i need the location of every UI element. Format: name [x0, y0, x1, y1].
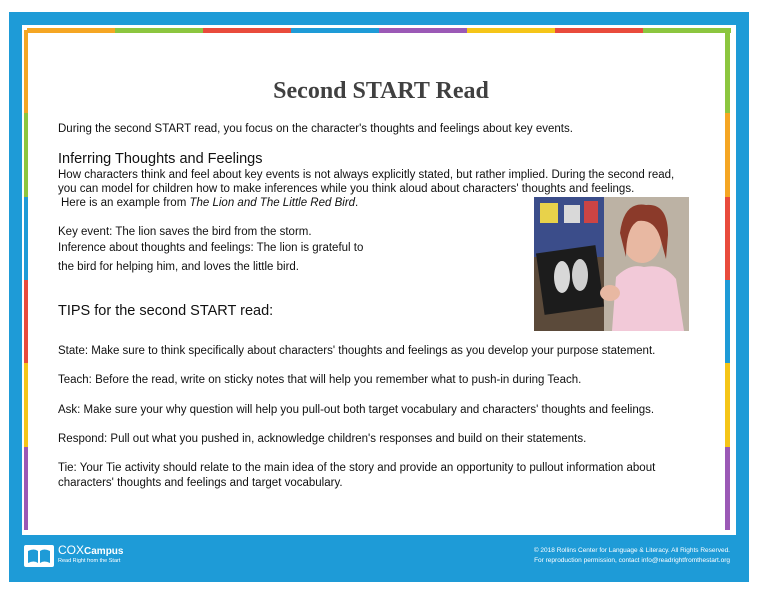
footer-credits	[534, 546, 730, 566]
teacher-reading-photo	[534, 197, 689, 331]
page-title: Second START Read	[273, 78, 489, 104]
tip-respond: Respond: Pull out what you pushed in, acknowledge children's responses and build on their statements.	[58, 433, 587, 445]
example-line	[61, 196, 358, 210]
permission-text: For reproduction permission, contact info@readrightfromthestart.org	[534, 557, 730, 564]
key-event: Key event: The lion saves the bird from the storm.	[58, 226, 312, 238]
inference-line-1: Inference about thoughts and feelings: The lion is grateful to	[58, 242, 364, 254]
photo-illustration	[534, 197, 689, 331]
section-heading: Inferring Thoughts and Feelings	[58, 151, 263, 167]
tip-ask: Ask: Make sure your why question will help you pull-out both target vocabulary and characters' thoughts and feelings.	[58, 404, 655, 416]
example-prefix: Here is an example from	[61, 197, 190, 209]
paragraph-line-2: you can model for children how to make inferences while you think aloud about characters' thoughts and feelings.	[58, 183, 635, 195]
tip-tie-line-2: characters' thoughts and feelings and target vocabulary.	[58, 477, 343, 489]
example-suffix: .	[355, 197, 359, 209]
tips-heading: TIPS for the second START read:	[58, 303, 274, 319]
top-color-stripe	[27, 28, 731, 33]
brand-campus: Campus	[84, 546, 124, 557]
tip-teach: Teach: Before the read, write on sticky notes that will help you remember what to push-in during Teach.	[58, 374, 582, 386]
tip-tie-line-1: Tie: Your Tie activity should relate to the main idea of the story and provide an opportunity to pullout information about	[58, 462, 656, 474]
tip-state: State: Make sure to think specifically about characters' thoughts and feelings as you develop your purpose statement.	[58, 345, 656, 357]
book-title: The Lion and The Little Red Bird	[189, 197, 356, 209]
brand-cox: COX	[58, 543, 85, 557]
intro-text: During the second START read, you focus on the character's thoughts and feelings about key events.	[58, 123, 573, 135]
paragraph-line-1: How characters think and feel about key events is not always explicitly stated, but rather implied. During the second read,	[58, 169, 675, 181]
open-book-icon	[24, 545, 54, 567]
brand-name	[58, 543, 123, 557]
right-color-stripe	[725, 30, 730, 530]
brand-tagline: Read Right from the Start	[58, 558, 121, 564]
inference-line-2: the bird for helping him, and loves the little bird.	[58, 261, 299, 273]
left-color-stripe	[24, 30, 28, 530]
copyright-text: © 2018 Rollins Center for Language & Literacy. All Rights Reserved.	[533, 547, 730, 554]
